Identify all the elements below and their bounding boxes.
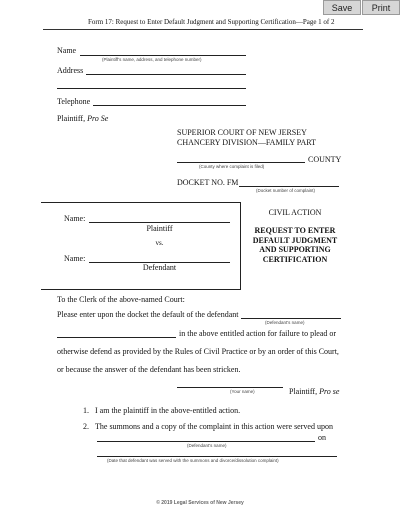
service-date-field[interactable]: [97, 456, 337, 457]
title-line-3: AND SUPPORTING: [259, 245, 331, 254]
plaintiff-label: Plaintiff,: [57, 114, 86, 123]
save-button[interactable]: Save: [323, 0, 361, 15]
your-name-field[interactable]: [177, 387, 283, 388]
service-date-hint: (Date that defendant was served with the summons and divorce/dissolution complaint): [107, 458, 279, 463]
item-2-text: The summons and a copy of the complaint in this action were served upon: [95, 422, 333, 431]
defendant-name-label: Name:: [64, 254, 86, 263]
name-hint: (Plaintiff’s name, address, and telephone number): [102, 57, 202, 62]
header-divider: [43, 29, 363, 30]
defendant-name-field-2[interactable]: [57, 337, 176, 338]
salutation: To the Clerk of the above-named Court:: [57, 295, 185, 304]
defendant-name-field[interactable]: [241, 318, 341, 319]
pro-se-signature-label: Pro se: [319, 387, 340, 396]
form-title: Form 17: Request to Enter Default Judgment and Supporting Certification—Page 1 of 2: [88, 18, 335, 26]
print-button[interactable]: Print: [362, 0, 400, 15]
docket-label: DOCKET NO. FM: [177, 178, 239, 187]
plaintiff-pro-se-signature: [289, 387, 339, 396]
county-input-line[interactable]: [177, 162, 305, 163]
defendant-name-hint: (Defendant’s name): [265, 320, 305, 325]
paragraph-line-1: Please enter upon the docket the default of the defendant: [57, 310, 239, 319]
on-label: on: [318, 433, 326, 442]
court-name: SUPERIOR COURT OF NEW JERSEY: [177, 128, 307, 137]
served-defendant-field[interactable]: [97, 441, 315, 442]
your-name-hint: (Your name): [230, 389, 255, 394]
plaintiff-name-input-line[interactable]: [89, 222, 230, 223]
paragraph-line-2: in the above entitled action for failure to plead or: [179, 329, 337, 338]
item-1-number: 1.: [83, 406, 89, 415]
plaintiff-caption: Plaintiff: [146, 224, 173, 233]
telephone-label: Telephone: [57, 97, 91, 106]
county-label: COUNTY: [308, 155, 342, 164]
docket-hint: (Docket number of complaint): [256, 188, 316, 193]
plaintiff-signature-label: Plaintiff,: [289, 387, 318, 396]
served-defendant-hint: (Defendant’s name): [187, 443, 227, 448]
civil-action-label: CIVIL ACTION: [268, 208, 322, 217]
paragraph-line-4: or because the answer of the defendant has been stricken.: [57, 365, 241, 374]
pro-se-label: Pro Se: [87, 114, 109, 123]
title-line-2: DEFAULT JUDGMENT: [252, 235, 338, 245]
plaintiff-name-label: Name:: [64, 214, 86, 223]
parties-box-top: [41, 202, 241, 203]
item-2-number: 2.: [83, 422, 89, 431]
copyright-footer: © 2019 Legal Services of New Jersey: [156, 500, 244, 506]
name-label: Name: [57, 46, 77, 55]
address-input-line-1[interactable]: [86, 74, 246, 75]
address-input-line-2[interactable]: [57, 88, 246, 89]
title-line-4: CERTIFICATION: [262, 254, 328, 264]
title-line-1: REQUEST TO ENTER: [254, 226, 336, 235]
document-title: [240, 226, 350, 264]
county-hint: (County where complaint is filed): [199, 164, 265, 169]
address-label: Address: [57, 66, 84, 75]
versus-label: vs.: [155, 239, 164, 247]
telephone-input-line[interactable]: [93, 105, 246, 106]
item-1-text: I am the plaintiff in the above-entitled action.: [95, 406, 241, 415]
parties-box-bottom: [41, 289, 241, 290]
name-input-line[interactable]: [80, 55, 246, 56]
court-division: CHANCERY DIVISION—FAMILY PART: [177, 138, 317, 147]
plaintiff-pro-se-caption: [57, 114, 108, 123]
paragraph-line-3: otherwise defend as provided by the Rules of Civil Practice or by an order of this Court,: [57, 347, 339, 356]
defendant-caption: Defendant: [142, 263, 177, 272]
docket-input-line[interactable]: [239, 186, 339, 187]
toolbar: [322, 0, 400, 15]
